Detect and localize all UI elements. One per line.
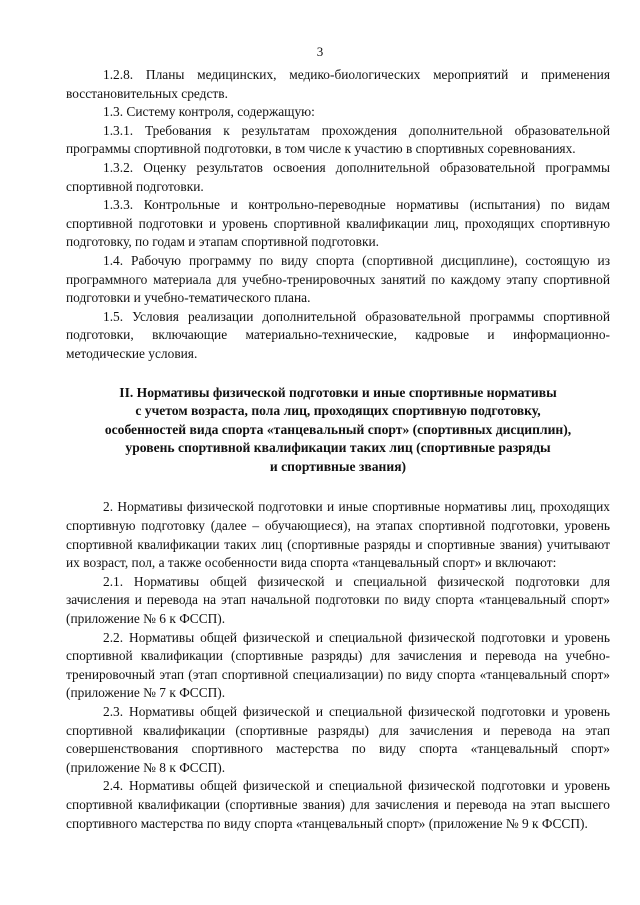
- page-number: 3: [316, 44, 324, 59]
- document-body: [66, 66, 610, 833]
- paragraph-1-5: 1.5. Условия реализации дополнительной образовательной программы спортивной подготовки, включающие материально-технические, кадровые и информационно-методические условия.: [66, 308, 610, 361]
- section-heading: [66, 384, 610, 477]
- paragraph-1-4: 1.4. Рабочую программу по виду спорта (спортивной дисциплине), состоящую из программного материала для учебно-тренировочных занятий по каждому этапу спортивной подготовки и учебно-тематического плана.: [66, 252, 610, 306]
- section-heading-line: и спортивные звания): [269, 458, 407, 474]
- paragraph-1-3-3: 1.3.3. Контрольные и контрольно-переводные нормативы (испытания) по видам спортивной подготовки и уровень спортивной квалификации лиц, проходящих спортивную подготовку, по годам и этапам спортивной подготовки.: [66, 197, 610, 250]
- paragraph-1-3: 1.3. Систему контроля, содержащую:: [103, 104, 315, 120]
- section-heading-line: особенностей вида спорта «танцевальный спорт» (спортивных дисциплин),: [104, 421, 572, 437]
- paragraph-1-3-1: 1.3.1. Требования к результатам прохождения дополнительной образовательной программы спортивной подготовки, в том числе к участию в спортивных соревнованиях.: [66, 122, 610, 157]
- paragraph-1-3-2: 1.3.2. Оценку результатов освоения дополнительной образовательной программы спортивной подготовки.: [66, 159, 610, 194]
- paragraph-2-1: 2.1. Нормативы общей физической и специальной физической подготовки для зачисления и перевода на этап начальной подготовки по виду спорта «танцевальный спорт» (приложение № 6 к ФССП).: [66, 573, 610, 627]
- paragraph-2-2: 2.2. Нормативы общей физической и специальной физической подготовки и уровень спортивной квалификации (спортивные разряды) для зачисления и перевода на учебно-тренировочный этап (этап спортивной специализации) по виду спорта «танцевальный спорт» (приложение № 7 к ФССП).: [66, 629, 610, 701]
- section-heading-line: II. Нормативы физической подготовки и иные спортивные нормативы: [119, 384, 557, 400]
- paragraph-1-2-8: 1.2.8. Планы медицинских, медико-биологических мероприятий и применения восстановительных средств.: [66, 67, 610, 101]
- section-heading-line: уровень спортивной квалификации таких лиц (спортивные разряды: [125, 440, 551, 456]
- paragraph-2: 2. Нормативы физической подготовки и иные спортивные нормативы лиц, проходящих спортивную подготовку (далее – обучающиеся), на этапах спортивной подготовки, уровень спортивной квалификации таких лиц (спортивные разряды и спортивные звания) учитывают их возраст, пол, а также особенности вида спорта «танцевальный спорт» и включают:: [66, 499, 610, 571]
- paragraph-2-4: 2.4. Нормативы общей физической и специальной физической подготовки и уровень спортивной квалификации (спортивные звания) для зачисления и перевода на этап высшего спортивного мастерства по виду спорта «танцевальный спорт» (приложение № 9 к ФССП).: [66, 778, 610, 831]
- section-heading-line: с учетом возраста, пола лиц, проходящих спортивную подготовку,: [135, 403, 541, 419]
- paragraph-2-3: 2.3. Нормативы общей физической и специальной физической подготовки и уровень спортивной квалификации (спортивные разряды) для зачисления и перевода на этап совершенствования спортивного мастерства по виду спорта «танцевальный спорт» (приложение № 8 к ФССП).: [66, 704, 610, 775]
